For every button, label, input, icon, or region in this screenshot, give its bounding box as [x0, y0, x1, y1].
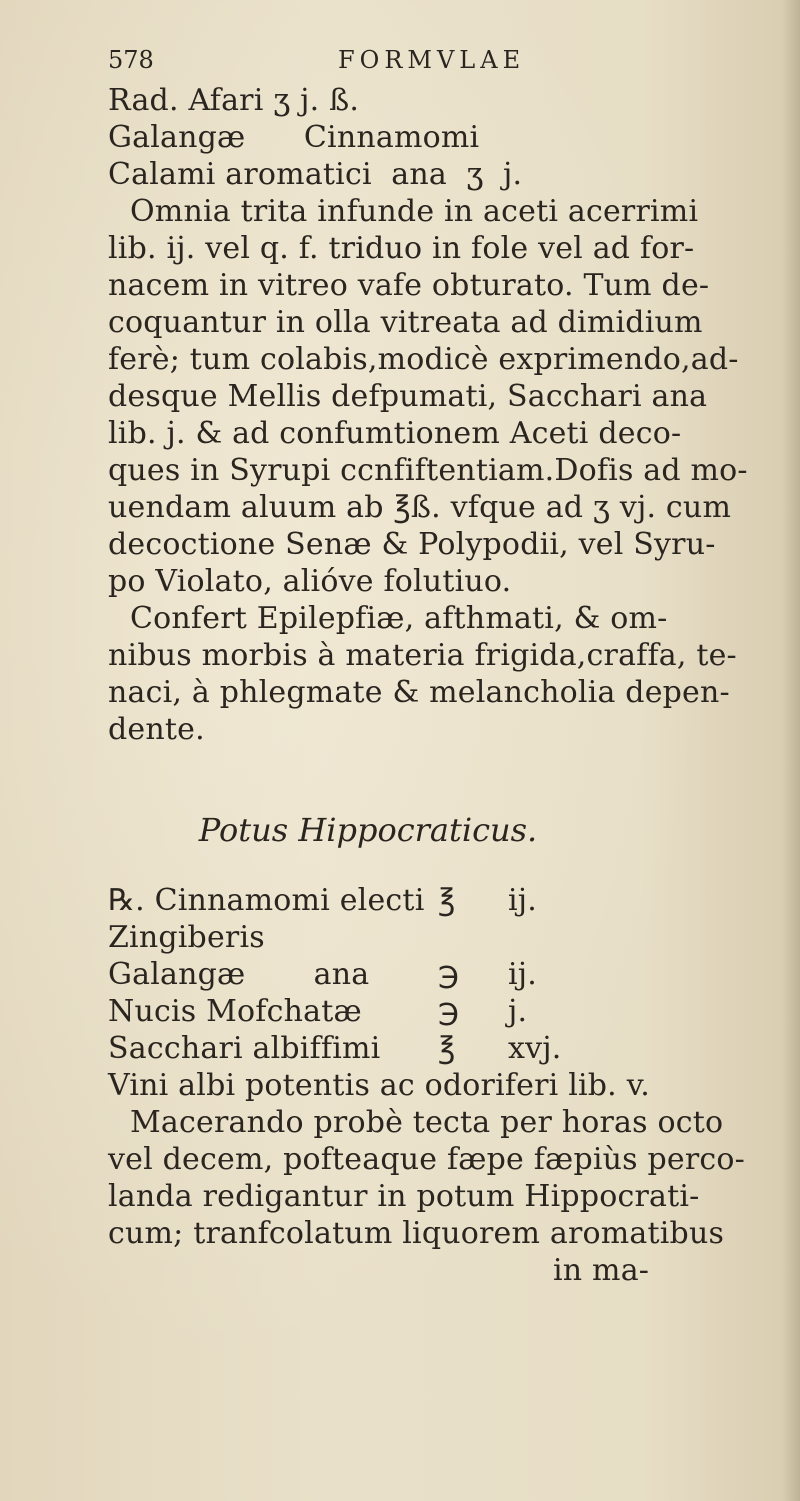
directions — [108, 1104, 798, 1289]
ingredient-row — [108, 882, 798, 919]
ingredient-name: Galangæ ana — [108, 957, 370, 992]
text-line: Rad. Afari ʒ j. ß. — [108, 83, 360, 118]
page-header — [108, 38, 798, 82]
ingredient-row — [108, 993, 798, 1030]
text-line: Omnia trita infunde in aceti acerrimi — [130, 194, 699, 229]
text-line: ques in Syrupi ccnfiftentiam.Dofis ad mo- — [108, 453, 748, 488]
ingredient-qty: ij. — [508, 957, 538, 992]
text-line: lib. ij. vel q. f. triduo in fole vel ad for- — [108, 231, 695, 266]
text-block — [108, 38, 798, 1289]
text-line: Macerando probè tecta per horas octo — [130, 1105, 724, 1140]
text-line: Galangæ Cinnamomi — [108, 120, 480, 155]
ingredient-name: Nucis Mofchatæ — [108, 994, 362, 1029]
text-line: nibus morbis à materia frigida,craffa, te- — [108, 638, 737, 673]
text-line: decoctione Senæ & Polypodii, vel Syru- — [108, 527, 716, 562]
text-line: nacem in vitreo vafe obturato. Tum de- — [108, 268, 710, 303]
text-line: ferè; tum colabis,modicè exprimendo,ad- — [108, 342, 739, 377]
text-line: naci, à phlegmate & melancholia depen- — [108, 675, 730, 710]
text-line: coquantur in olla vitreata ad dimidium — [108, 305, 703, 340]
ingredient-name: ℞. Cinnamomi electi — [108, 883, 425, 918]
text-line: Calami aromatici ana ʒ j. — [108, 157, 523, 192]
ingredient-name: Sacchari albiffimi — [108, 1031, 381, 1066]
section-heading: Potus Hippocraticus. — [198, 811, 538, 849]
ingredient-qty: j. — [508, 994, 528, 1029]
ingredient-row — [108, 1067, 798, 1104]
text-line: Confert Epilepfiæ, afthmati, & om- — [130, 601, 668, 636]
text-line: uendam aluum ab ℥ß. vfque ad ʒ vj. cum — [108, 490, 732, 525]
ingredient-name: Vini albi potentis ac odoriferi lib. — [108, 1068, 617, 1103]
text-line: cum; tranfcolatum liquorem aromatibus — [108, 1216, 725, 1251]
ingredient-qty: xvj. — [508, 1031, 562, 1066]
page-number: 578 — [108, 46, 154, 74]
ingredient-list — [108, 882, 798, 1104]
text-line: vel decem, pofteaque fæpe fæpiùs perco- — [108, 1142, 745, 1177]
ingredient-qty: ij. — [508, 883, 538, 918]
ingredient-qty: v. — [626, 1068, 651, 1103]
text-line: po Violato, alióve folutiuo. — [108, 564, 512, 599]
text-line: lib. j. & ad confumtionem Aceti deco- — [108, 416, 682, 451]
text-line: landa redigantur in potum Hippocrati- — [108, 1179, 700, 1214]
ingredient-row — [108, 1030, 798, 1067]
ingredient-unit: ℈ — [438, 957, 460, 992]
catchword: in ma- — [553, 1253, 650, 1288]
ingredient-row — [108, 956, 798, 993]
ingredient-unit: ℈ — [438, 994, 460, 1029]
ingredient-name: Zingiberis — [108, 920, 265, 955]
text-line: dente. — [108, 712, 205, 747]
text-line: desque Mellis defpumati, Sacchari ana — [108, 379, 708, 414]
first-recipe — [108, 82, 798, 748]
ingredient-row — [108, 919, 798, 956]
ingredient-unit: ℥ — [438, 1031, 456, 1066]
ingredient-unit: ℥ — [438, 883, 456, 918]
running-head: FORMVLAE — [338, 46, 526, 74]
